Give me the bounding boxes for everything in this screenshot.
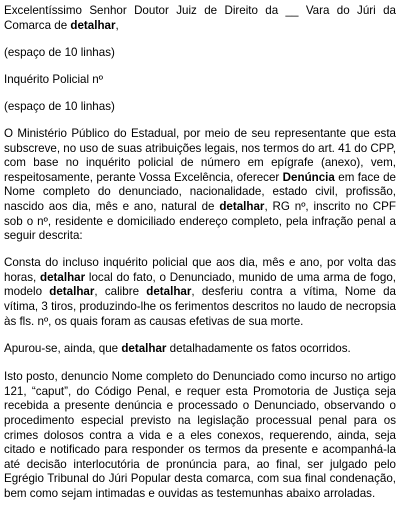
facts-text-1: Consta do incluso inquérito policial que aos dia, mês e ano, por volta das horas,: [4, 256, 396, 284]
conclusion-paragraph: Isto posto, denuncio Nome completo do Denunciado como incurso no artigo 121, “caput”, do Código Penal, e requer esta Promotoria de Justiça seja recebida a presente denúncia e processado o Denunciado, observando o procedimento especial previsto na legislação processual penal para os crimes dolosos contra a vida e a eles conexos, requerendo, ainda, seja citado e notificado para responder os termos da presente e acompanhá-la até decisão interlocutória de pronúncia para, ao final, ser julgado pelo Egrégio Tribunal do Júri Popular desta comarca, com sua final condenação, bem como sejam intimadas e ouvidas as testemunhas abaixo arroladas.: [4, 370, 396, 501]
facts-placeholder-1: detalhar: [40, 270, 86, 284]
spacer-note-2: (espaço de 10 linhas): [4, 99, 115, 113]
addressee-paragraph: [4, 4, 396, 33]
apurou-text-1: Apurou-se, ainda, que: [4, 341, 119, 355]
intro-placeholder: detalhar: [219, 199, 265, 213]
facts-text-4: , desferiu contra a vítima, Nome da vítima, 3 tiros, produzindo-lhe os ferimentos descritos no laudo de necropsia às fls. nº, os quais foram as causas efetivas de sua morte.: [4, 285, 396, 328]
apurou-text-2: detalhadamente os fatos ocorridos.: [169, 341, 351, 355]
intro-text-3: , RG nº, inscrito no CPF sob o nº, residente e domiciliado endereço completo, pela infração penal a seguir descrita:: [4, 199, 396, 243]
addressee-punctuation: ,: [115, 18, 119, 32]
addressee-text: Excelentíssimo Senhor Doutor Juiz de Direito da __ Vara do Júri da Comarca de: [4, 4, 396, 32]
facts-placeholder-2: detalhar: [49, 285, 95, 299]
facts-text-3: , calibre: [94, 285, 140, 299]
apurou-placeholder: detalhar: [121, 341, 167, 355]
facts-placeholder-3: detalhar: [146, 285, 192, 299]
petition-document: [4, 4, 396, 514]
intro-paragraph: [4, 127, 396, 244]
inquerito-label: Inquérito Policial nº: [4, 72, 103, 86]
apurou-paragraph: [4, 342, 396, 357]
addressee-placeholder: detalhar: [70, 18, 116, 32]
spacer-note-1: (espaço de 10 linhas): [4, 45, 115, 59]
denuncia-keyword: Denúncia: [282, 170, 335, 184]
intro-text-1: O Ministério Público do Estadual, por meio de seu representante que esta subscreve, no uso de suas atribuições legais, nos termos do art. 41 do CPP, com base no inquérito policial de número em epígrafe (anexo), vem, respeitosamente, perante Vossa Excelência, oferecer: [4, 126, 396, 184]
intro-text-2: em face de Nome completo do denunciado, nacionalidade, estado civil, profissão, nascido aos dia, mês e ano, natural de: [4, 170, 396, 213]
facts-paragraph: [4, 256, 396, 329]
facts-text-2: local do fato, o Denunciado, munido de uma arma de fogo, modelo: [4, 270, 396, 299]
